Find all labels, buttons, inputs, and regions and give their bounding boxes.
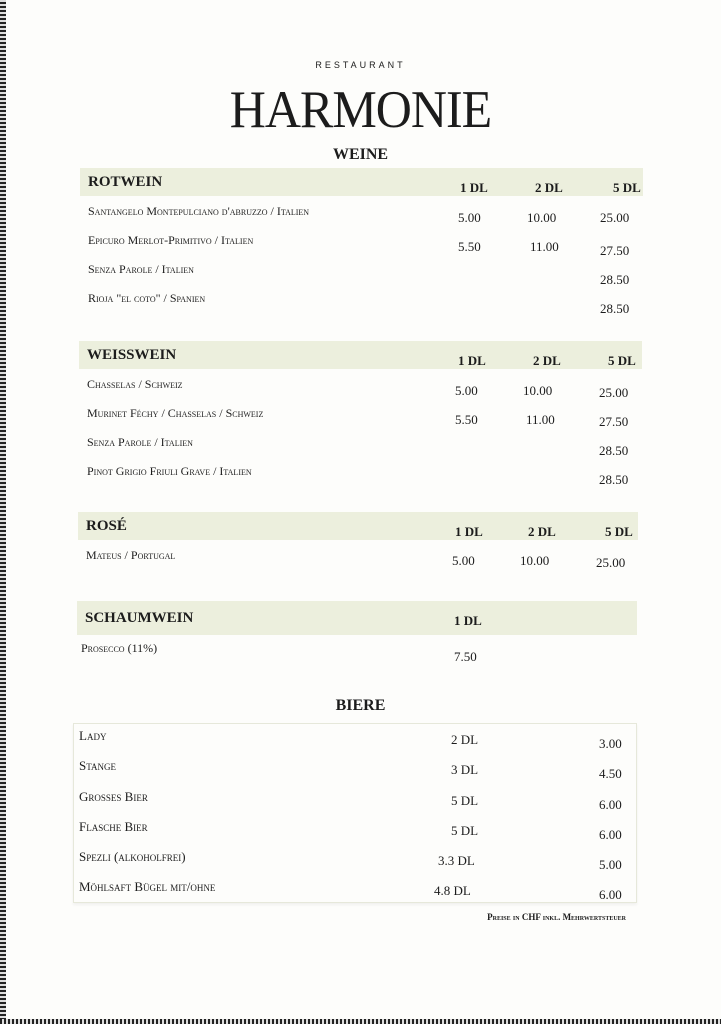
price-1dl: 7.50 — [454, 649, 477, 664]
list-item — [74, 875, 636, 905]
col-2dl: 2 DL — [528, 524, 556, 539]
section-title: SCHAUMWEIN — [85, 609, 194, 626]
restaurant-logo: HARMONIE — [229, 79, 492, 139]
section-header — [80, 168, 643, 196]
section-header — [78, 512, 638, 540]
beer-name: Flasche Bier — [79, 819, 148, 834]
restaurant-label: RESTAURANT — [315, 60, 406, 70]
section-rotwein — [80, 168, 643, 320]
col-1dl: 1 DL — [460, 180, 488, 195]
col-1dl: 1 DL — [454, 613, 482, 628]
price-5dl: 28.50 — [600, 272, 630, 287]
price-2dl: 11.00 — [530, 239, 559, 254]
beer-price: 4.50 — [599, 766, 622, 781]
section-header — [79, 341, 642, 369]
beer-price: 6.00 — [599, 797, 622, 812]
beer-size: 3 DL — [451, 762, 479, 777]
section-rose — [78, 512, 638, 577]
beer-name: Stange — [79, 758, 117, 773]
beer-name: Spezli (alkoholfrei) — [79, 849, 186, 864]
list-item — [78, 548, 638, 577]
col-5dl: 5 DL — [613, 180, 641, 195]
col-5dl: 5 DL — [605, 524, 633, 539]
section-header — [77, 601, 637, 635]
beer-size: 5 DL — [451, 823, 479, 838]
list-item — [79, 464, 642, 493]
list-item — [80, 204, 643, 233]
list-item — [74, 815, 636, 845]
price-2dl: 11.00 — [526, 412, 555, 427]
list-item — [79, 435, 642, 464]
beer-size: 3.3 DL — [438, 853, 475, 868]
list-item — [79, 406, 642, 435]
price-1dl: 5.50 — [455, 412, 478, 427]
list-item — [77, 641, 637, 670]
section-schaumwein — [77, 601, 637, 670]
beer-price: 5.00 — [599, 857, 622, 872]
col-1dl: 1 DL — [458, 353, 486, 368]
item-name: Prosecco (11%) — [81, 641, 158, 655]
price-1dl: 5.50 — [458, 239, 481, 254]
price-5dl: 27.50 — [600, 243, 630, 258]
price-5dl: 25.00 — [600, 210, 630, 225]
beer-size: 2 DL — [451, 732, 479, 747]
price-1dl: 5.00 — [452, 553, 475, 568]
beer-size: 5 DL — [451, 793, 479, 808]
weine-heading: WEINE — [332, 146, 389, 163]
price-5dl: 27.50 — [599, 414, 629, 429]
price-2dl: 10.00 — [523, 383, 553, 398]
price-5dl: 28.50 — [599, 443, 629, 458]
list-item — [80, 262, 643, 291]
list-item — [74, 724, 636, 754]
beer-name: Lady — [79, 728, 107, 743]
item-name: Senza Parole / Italien — [87, 435, 193, 449]
list-item — [74, 785, 636, 815]
item-name: Chasselas / Schweiz — [87, 377, 183, 391]
item-name: Pinot Grigio Friuli Grave / Italien — [87, 464, 252, 478]
list-item — [79, 377, 642, 406]
list-item — [80, 291, 643, 320]
item-name: Santangelo Montepulciano d'abruzzo / Italien — [88, 204, 310, 218]
bottom-edge-border — [0, 1019, 721, 1024]
item-name: Senza Parole / Italien — [88, 262, 194, 276]
beer-name: Möhlsaft Bügel mit/ohne — [79, 879, 216, 894]
price-1dl: 5.00 — [455, 383, 478, 398]
col-1dl: 1 DL — [455, 524, 483, 539]
price-5dl: 28.50 — [599, 472, 629, 487]
biere-heading: BIERE — [335, 697, 386, 714]
beer-list — [73, 723, 637, 903]
beer-price: 3.00 — [599, 736, 622, 751]
price-footnote: Preise in CHF inkl. Mehrwertsteuer — [487, 912, 626, 922]
item-name: Rioja "el coto" / Spanien — [88, 291, 206, 305]
section-title: ROSÉ — [86, 517, 127, 534]
price-5dl: 25.00 — [596, 555, 626, 570]
col-2dl: 2 DL — [535, 180, 563, 195]
price-1dl: 5.00 — [458, 210, 481, 225]
section-title: ROTWEIN — [88, 173, 163, 190]
col-5dl: 5 DL — [608, 353, 636, 368]
list-item — [74, 845, 636, 875]
beer-price: 6.00 — [599, 827, 622, 842]
section-weisswein — [79, 341, 642, 493]
item-name: Mateus / Portugal — [86, 548, 176, 562]
price-2dl: 10.00 — [520, 553, 550, 568]
col-2dl: 2 DL — [533, 353, 561, 368]
section-title: WEISSWEIN — [87, 346, 177, 363]
item-name: Epicuro Merlot-Primitivo / Italien — [88, 233, 254, 247]
beer-price: 6.00 — [599, 887, 622, 902]
list-item — [74, 754, 636, 784]
beer-name: Grosses Bier — [79, 789, 148, 804]
beer-size: 4.8 DL — [434, 883, 471, 898]
list-item — [80, 233, 643, 262]
item-name: Murinet Féchy / Chasselas / Schweiz — [87, 406, 264, 420]
price-5dl: 28.50 — [600, 301, 630, 316]
price-2dl: 10.00 — [527, 210, 557, 225]
price-5dl: 25.00 — [599, 385, 629, 400]
